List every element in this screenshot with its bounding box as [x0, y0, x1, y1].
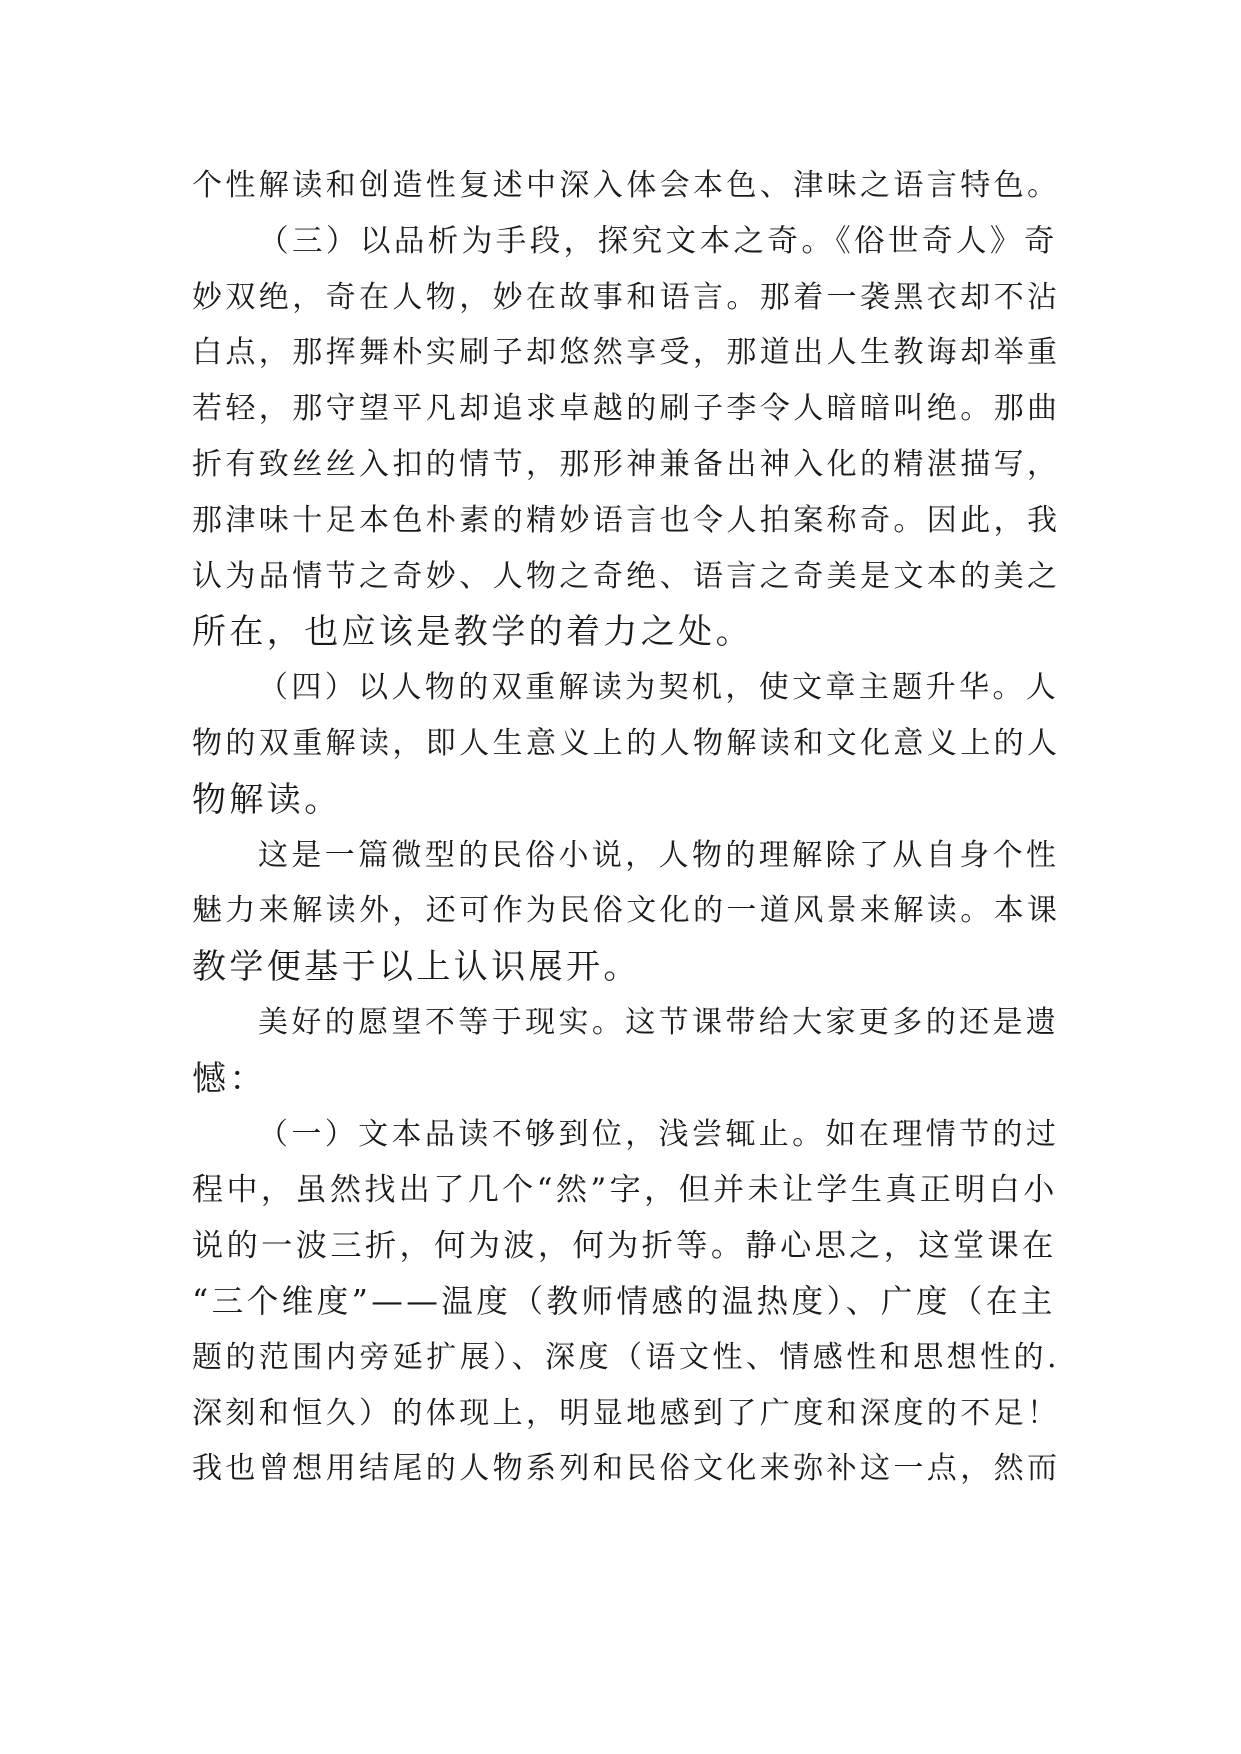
- text-line: 白点，那挥舞朴实刷子却悠然享受，那道出人生教诲却举重: [192, 335, 1061, 370]
- text-line: 那津味十足本色朴素的精妙语言也令人拍案称奇。因此，我: [192, 503, 1061, 538]
- text-line: 我也曾想用结尾的人物系列和民俗文化来弥补这一点，然而: [192, 1451, 1061, 1486]
- text-line: 物解读。: [192, 780, 342, 820]
- text-line: 程中，虽然找出了几个“然”字，但并未让学生真正明白小: [192, 1172, 1058, 1208]
- paragraph-first-line: 美好的愿望不等于现实。这节课带给大家更多的还是遗: [258, 1005, 1060, 1040]
- text-line: 说的一波三折，何为波，何为折等。静心思之，这堂课在: [192, 1228, 1057, 1264]
- text-line: 深刻和恒久）的体现上，明显地感到了广度和深度的不足！: [192, 1396, 1061, 1431]
- text-line: 若轻，那守望平凡却追求卓越的刷子李令人暗暗叫绝。那曲: [192, 391, 1061, 426]
- text-line: 个性解读和创造性复述中深入体会本色、津味之语言特色。: [192, 168, 1061, 203]
- text-line: 物的双重解读，即人生意义上的人物解读和文化意义上的人: [192, 726, 1061, 761]
- text-line: 折有致丝丝入扣的情节，那形神兼备出神入化的精湛描写，: [192, 447, 1061, 482]
- paragraph-first-line: （一）文本品读不够到位，浅尝辄止。如在理情节的过: [258, 1117, 1060, 1152]
- paragraph-first-line: 这是一篇微型的民俗小说，人物的理解除了从自身个性: [258, 838, 1060, 873]
- text-line: 教学便基于以上认识展开。: [192, 947, 641, 987]
- paragraph-first-line: （三）以品析为手段，探究文本之奇。《俗世奇人》奇: [258, 224, 1058, 259]
- text-line: “三个维度”——温度（教师情感的温热度）、广度（在主: [192, 1284, 1056, 1320]
- text-line: 认为品情节之奇妙、人物之奇绝、语言之奇美是文本的美之: [192, 559, 1061, 594]
- text-line: 题的范围内旁延扩展）、深度（语文性、情感性和思想性的.: [192, 1340, 1060, 1375]
- text-line: 所在，也应该是教学的着力之处。: [192, 612, 753, 652]
- text-line: 魅力来解读外，还可作为民俗文化的一道风景来解读。本课: [192, 893, 1061, 928]
- text-line: 妙双绝，奇在人物，妙在故事和语言。那着一袭黑衣却不沾: [192, 280, 1061, 315]
- text-line: 憾：: [192, 1059, 267, 1099]
- paragraph-first-line: （四）以人物的双重解读为契机，使文章主题升华。人: [258, 670, 1060, 705]
